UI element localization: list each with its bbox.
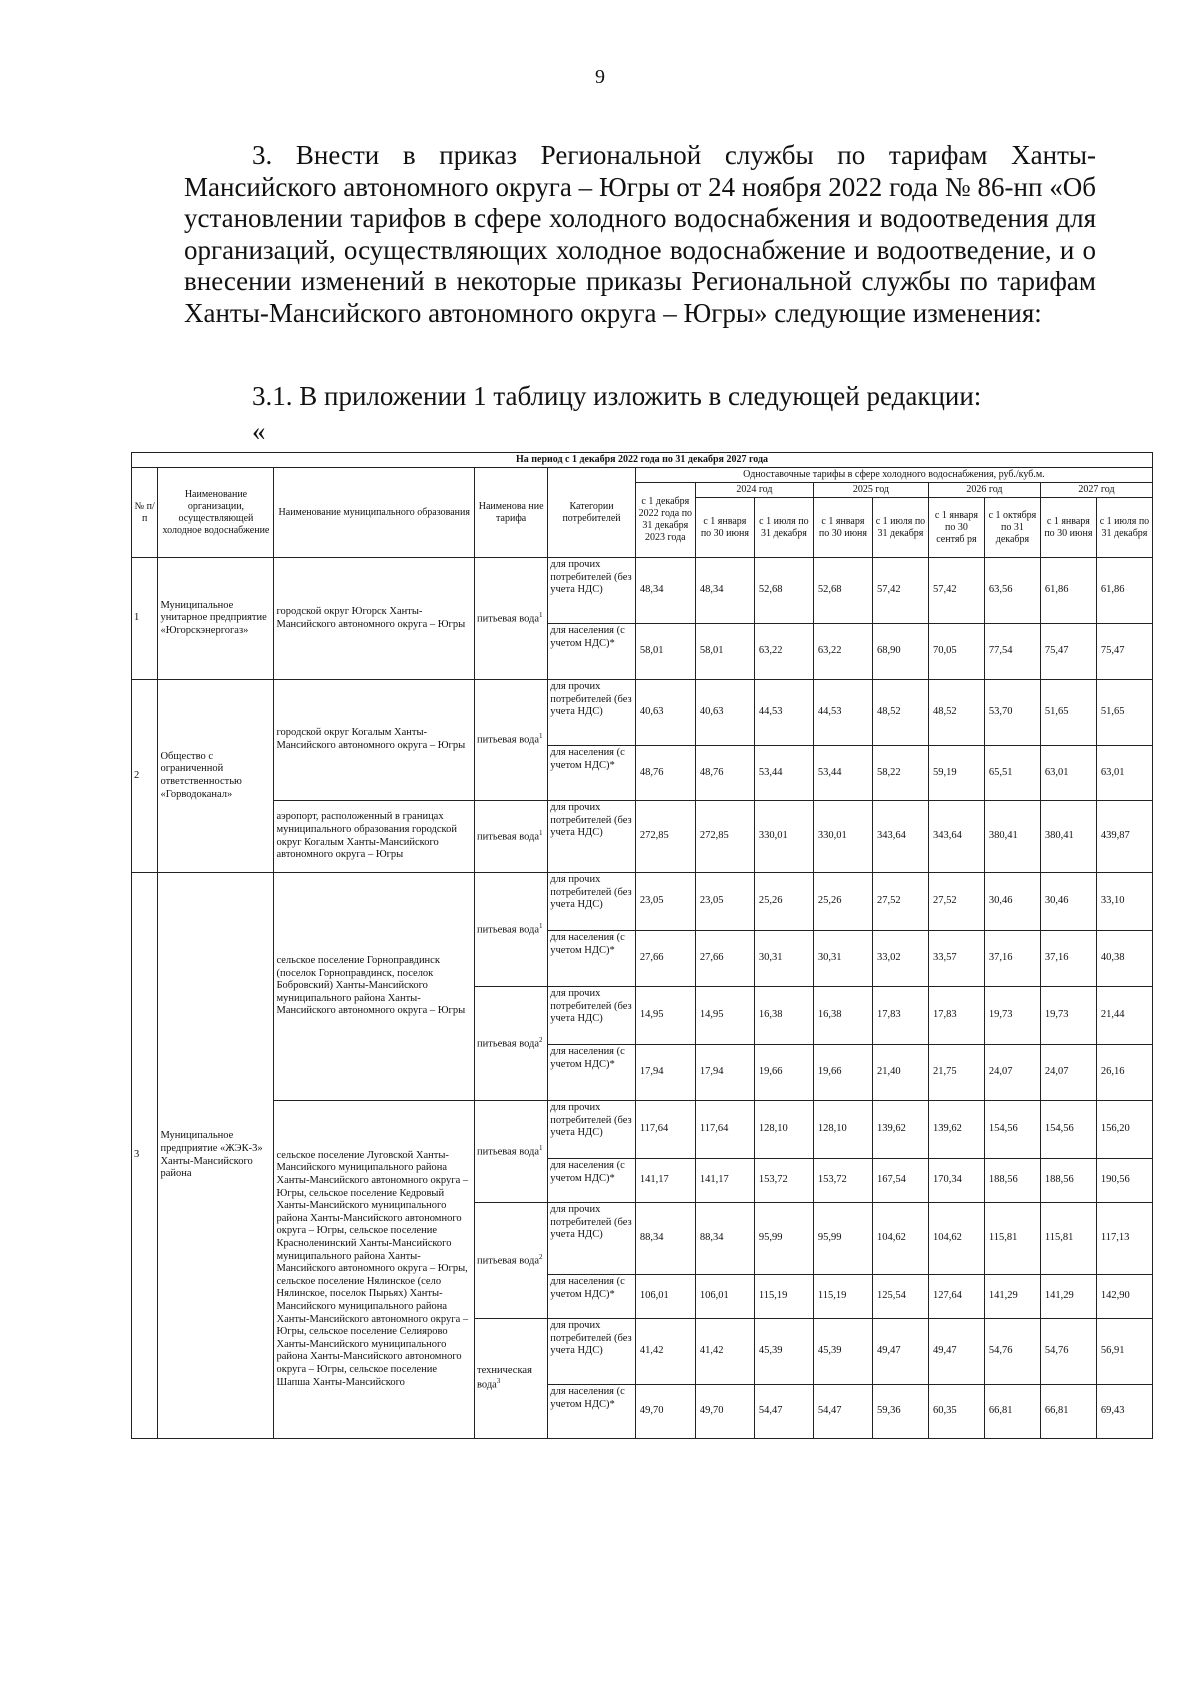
- value: 95,99: [813, 1203, 872, 1275]
- col-tariff-header: Наименова ние тарифа: [475, 468, 548, 558]
- value: 60,35: [928, 1385, 984, 1439]
- value: 49,70: [695, 1385, 754, 1439]
- value: 54,47: [813, 1385, 872, 1439]
- category: для прочих потребителей (без учета НДС): [548, 987, 636, 1045]
- value: 40,38: [1096, 931, 1152, 987]
- value: 30,46: [1040, 873, 1096, 931]
- municipality: городской округ Югорск Ханты-Мансийского автономного округа – Югры: [274, 558, 475, 680]
- value: 49,47: [872, 1319, 928, 1385]
- value: 141,17: [635, 1159, 695, 1203]
- page-number: 9: [595, 66, 605, 88]
- value: 51,65: [1040, 680, 1096, 746]
- value: 24,07: [1040, 1045, 1096, 1101]
- value: 63,56: [984, 558, 1040, 624]
- value: 33,02: [872, 931, 928, 987]
- value: 52,68: [813, 558, 872, 624]
- value: 44,53: [754, 680, 813, 746]
- value: 40,63: [635, 680, 695, 746]
- value: 380,41: [984, 801, 1040, 873]
- value: 154,56: [1040, 1101, 1096, 1159]
- value: 125,54: [872, 1275, 928, 1319]
- value: 75,47: [1040, 624, 1096, 680]
- category: для населения (с учетом НДС)*: [548, 1045, 636, 1101]
- municipality: сельское поселение Горноправдинск (поселок Горноправдинск, поселок Бобровский) Ханты-Мансийского муниципального района Ханты-Мансийского автономного округа – Югры: [274, 873, 475, 1101]
- value: 104,62: [928, 1203, 984, 1275]
- value: 45,39: [754, 1319, 813, 1385]
- value: 27,66: [635, 931, 695, 987]
- value: 53,70: [984, 680, 1040, 746]
- value: 59,36: [872, 1385, 928, 1439]
- value: 65,51: [984, 746, 1040, 801]
- tariff-name: [475, 873, 548, 987]
- tariff-label: техническая вода: [477, 1364, 532, 1391]
- period-2027-b: с 1 июля по 31 декабря: [1096, 498, 1152, 558]
- org-name: Общество с ограниченной ответственностью «Горводоканал»: [158, 680, 274, 873]
- tariff-label: питьевая вода: [477, 734, 540, 746]
- value: 41,42: [635, 1319, 695, 1385]
- value: 37,16: [1040, 931, 1096, 987]
- value: 19,66: [754, 1045, 813, 1101]
- tariff-label: питьевая вода: [477, 1255, 540, 1267]
- tariff-name: [475, 801, 548, 873]
- value: 53,44: [813, 746, 872, 801]
- value: 70,05: [928, 624, 984, 680]
- value: 154,56: [984, 1101, 1040, 1159]
- value: 115,19: [754, 1275, 813, 1319]
- year-2025: 2025 год: [813, 483, 928, 498]
- value: 19,66: [813, 1045, 872, 1101]
- category: для прочих потребителей (без учета НДС): [548, 1203, 636, 1275]
- period-2026-b: с 1 октября по 31 декабря: [984, 498, 1040, 558]
- value: 141,17: [695, 1159, 754, 1203]
- paragraph-3: [184, 140, 1096, 330]
- value: 30,46: [984, 873, 1040, 931]
- value: 54,76: [1040, 1319, 1096, 1385]
- tariff-name: [475, 1203, 548, 1319]
- value: 25,26: [754, 873, 813, 931]
- tariff-name: [475, 680, 548, 801]
- value: 272,85: [635, 801, 695, 873]
- value: 51,65: [1096, 680, 1152, 746]
- value: 77,54: [984, 624, 1040, 680]
- value: 188,56: [1040, 1159, 1096, 1203]
- value: 33,10: [1096, 873, 1152, 931]
- table-row: [132, 680, 1153, 746]
- category: для прочих потребителей (без учета НДС): [548, 680, 636, 746]
- value: 37,16: [984, 931, 1040, 987]
- category: для населения (с учетом НДС)*: [548, 931, 636, 987]
- value: 21,40: [872, 1045, 928, 1101]
- category: для прочих потребителей (без учета НДС): [548, 1319, 636, 1385]
- value: 75,47: [1096, 624, 1152, 680]
- value: 153,72: [754, 1159, 813, 1203]
- value: 128,10: [813, 1101, 872, 1159]
- value: 128,10: [754, 1101, 813, 1159]
- value: 170,34: [928, 1159, 984, 1203]
- category: для прочих потребителей (без учета НДС): [548, 873, 636, 931]
- value: 439,87: [1096, 801, 1152, 873]
- value: 63,22: [754, 624, 813, 680]
- group-header: Одноставочные тарифы в сфере холодного водоснабжения, руб./куб.м.: [635, 468, 1152, 483]
- value: 156,20: [1096, 1101, 1152, 1159]
- municipality: городской округ Когалым Ханты-Мансийского автономного округа – Югры: [274, 680, 475, 801]
- value: 104,62: [872, 1203, 928, 1275]
- value: 142,90: [1096, 1275, 1152, 1319]
- col-cat-header: Категории потребителей: [548, 468, 636, 558]
- category: для прочих потребителей (без учета НДС): [548, 801, 636, 873]
- value: 52,68: [754, 558, 813, 624]
- value: 23,05: [635, 873, 695, 931]
- tariff-table: [131, 452, 1153, 1439]
- tariff-label: питьевая вода: [477, 1146, 540, 1158]
- value: 343,64: [928, 801, 984, 873]
- value: 17,83: [928, 987, 984, 1045]
- value: 188,56: [984, 1159, 1040, 1203]
- paragraph-3-1: 3.1. В приложении 1 таблицу изложить в следующей редакции:: [252, 381, 982, 411]
- value: 153,72: [813, 1159, 872, 1203]
- value: 14,95: [695, 987, 754, 1045]
- value: 48,34: [635, 558, 695, 624]
- tariff-name: [475, 987, 548, 1101]
- value: 106,01: [635, 1275, 695, 1319]
- value: 33,57: [928, 931, 984, 987]
- value: 25,26: [813, 873, 872, 931]
- tariff-label: питьевая вода: [477, 1038, 540, 1050]
- value: 54,76: [984, 1319, 1040, 1385]
- category: для прочих потребителей (без учета НДС): [548, 1101, 636, 1159]
- value: 30,31: [813, 931, 872, 987]
- value: 66,81: [984, 1385, 1040, 1439]
- value: 127,64: [928, 1275, 984, 1319]
- value: 19,73: [1040, 987, 1096, 1045]
- table-row: [132, 873, 1153, 931]
- footnote-mark: 1: [539, 1143, 543, 1152]
- value: 27,66: [695, 931, 754, 987]
- value: 61,86: [1096, 558, 1152, 624]
- value: 17,94: [635, 1045, 695, 1101]
- tariff-label: питьевая вода: [477, 613, 540, 625]
- value: 16,38: [754, 987, 813, 1045]
- period-2022-2023: с 1 декабря 2022 года по 31 декабря 2023 года: [635, 483, 695, 558]
- tariff-label: питьевая вода: [477, 924, 540, 936]
- value: 68,90: [872, 624, 928, 680]
- table-row: [132, 558, 1153, 624]
- col-num-header: № п/п: [132, 468, 158, 558]
- value: 14,95: [635, 987, 695, 1045]
- value: 63,01: [1040, 746, 1096, 801]
- footnote-mark: 1: [539, 828, 543, 837]
- value: 167,54: [872, 1159, 928, 1203]
- tariff-label: питьевая вода: [477, 831, 540, 843]
- value: 49,47: [928, 1319, 984, 1385]
- value: 330,01: [754, 801, 813, 873]
- value: 21,44: [1096, 987, 1152, 1045]
- value: 48,34: [695, 558, 754, 624]
- col-org-header: Наименование организации, осуществляющей холодное водоснабжение: [158, 468, 274, 558]
- value: 17,94: [695, 1045, 754, 1101]
- value: 45,39: [813, 1319, 872, 1385]
- value: 44,53: [813, 680, 872, 746]
- category: для населения (с учетом НДС)*: [548, 1275, 636, 1319]
- value: 190,56: [1096, 1159, 1152, 1203]
- value: 57,42: [872, 558, 928, 624]
- period-2024-b: с 1 июля по 31 декабря: [754, 498, 813, 558]
- value: 115,19: [813, 1275, 872, 1319]
- value: 115,81: [1040, 1203, 1096, 1275]
- value: 106,01: [695, 1275, 754, 1319]
- value: 66,81: [1040, 1385, 1096, 1439]
- category: для прочих потребителей (без учета НДС): [548, 558, 636, 624]
- value: 19,73: [984, 987, 1040, 1045]
- value: 141,29: [984, 1275, 1040, 1319]
- value: 88,34: [695, 1203, 754, 1275]
- category: для населения (с учетом НДС)*: [548, 1385, 636, 1439]
- value: 21,75: [928, 1045, 984, 1101]
- footnote-mark: 1: [539, 610, 543, 619]
- value: 117,64: [635, 1101, 695, 1159]
- footnote-mark: 1: [539, 732, 543, 741]
- municipality: аэропорт, расположенный в границах муниципального образования городской округ Когалым Ханты-Мансийского автономного округа – Югры: [274, 801, 475, 873]
- footnote-mark: 1: [539, 921, 543, 930]
- period-2024-a: с 1 января по 30 июня: [695, 498, 754, 558]
- value: 141,29: [1040, 1275, 1096, 1319]
- value: 23,05: [695, 873, 754, 931]
- org-name: Муниципальное предприятие «ЖЭК-3» Ханты-Мансийского района: [158, 873, 274, 1439]
- value: 16,38: [813, 987, 872, 1045]
- org-name: Муниципальное унитарное предприятие «Югорскэнергогаз»: [158, 558, 274, 680]
- category: для населения (с учетом НДС)*: [548, 746, 636, 801]
- value: 330,01: [813, 801, 872, 873]
- value: 27,52: [872, 873, 928, 931]
- row-number: 1: [132, 558, 158, 680]
- year-2026: 2026 год: [928, 483, 1040, 498]
- value: 54,47: [754, 1385, 813, 1439]
- value: 95,99: [754, 1203, 813, 1275]
- footnote-mark: 2: [539, 1252, 543, 1261]
- value: 48,52: [872, 680, 928, 746]
- value: 17,83: [872, 987, 928, 1045]
- footnote-mark: 2: [539, 1035, 543, 1044]
- year-2027: 2027 год: [1040, 483, 1152, 498]
- period-2027-a: с 1 января по 30 июня: [1040, 498, 1096, 558]
- year-2024: 2024 год: [695, 483, 813, 498]
- opening-quote: «: [252, 416, 266, 446]
- value: 88,34: [635, 1203, 695, 1275]
- value: 26,16: [1096, 1045, 1152, 1101]
- value: 59,19: [928, 746, 984, 801]
- value: 61,86: [1040, 558, 1096, 624]
- value: 117,64: [695, 1101, 754, 1159]
- value: 27,52: [928, 873, 984, 931]
- value: 63,22: [813, 624, 872, 680]
- period-header: На период с 1 декабря 2022 года по 31 декабря 2027 года: [132, 453, 1153, 468]
- value: 58,01: [635, 624, 695, 680]
- value: 48,76: [635, 746, 695, 801]
- value: 69,43: [1096, 1385, 1152, 1439]
- municipality: сельское поселение Луговской Ханты-Мансийского муниципального района Ханты-Мансийского автономного округа – Югры, сельское поселение Кедровый Ханты-Мансийского муниципального района Ханты-Мансийского автономного округа – Югры, сельское поселение Красноленинский Ханты-Мансийского муниципального района Ханты-Мансийского автономного округа – Югры, сельское поселение Нялинское (село Нялинское, поселок Пырьях) Ханты-Мансийского муниципального района Ханты-Мансийского автономного округа – Югры, сельское поселение Селиярово Ханты-Мансийского муниципального района Ханты-Мансийского автономного округа – Югры, сельское поселение Шапша Ханты-Мансийского: [274, 1101, 475, 1439]
- value: 139,62: [872, 1101, 928, 1159]
- col-mun-header: Наименование муниципального образования: [274, 468, 475, 558]
- value: 380,41: [1040, 801, 1096, 873]
- tariff-name: [475, 1319, 548, 1439]
- value: 58,01: [695, 624, 754, 680]
- value: 24,07: [984, 1045, 1040, 1101]
- category: для населения (с учетом НДС)*: [548, 1159, 636, 1203]
- period-2025-a: с 1 января по 30 июня: [813, 498, 872, 558]
- value: 53,44: [754, 746, 813, 801]
- tariff-name: [475, 558, 548, 680]
- value: 63,01: [1096, 746, 1152, 801]
- footnote-mark: 3: [496, 1377, 501, 1386]
- table-row: [132, 1101, 1153, 1159]
- value: 48,76: [695, 746, 754, 801]
- value: 56,91: [1096, 1319, 1152, 1385]
- period-2025-b: с 1 июля по 31 декабря: [872, 498, 928, 558]
- value: 115,81: [984, 1203, 1040, 1275]
- value: 41,42: [695, 1319, 754, 1385]
- value: 40,63: [695, 680, 754, 746]
- period-2026-a: с 1 января по 30 сентяб ря: [928, 498, 984, 558]
- value: 343,64: [872, 801, 928, 873]
- value: 30,31: [754, 931, 813, 987]
- paragraph-3-text: 3. Внести в приказ Региональной службы по тарифам Ханты-Мансийского автономного округа – Югры от 24 ноября 2022 года № 86-нп «Об установлении тарифов в сфере холодного водоснабжения и водоотведения для организаций, осуществляющих холодное водоснабжение и водоотведение, и о внесении изменений в некоторые приказы Региональной службы по тарифам Ханты-Мансийского автономного округа – Югры» следующие изменения:: [184, 140, 1096, 328]
- value: 58,22: [872, 746, 928, 801]
- tariff-name: [475, 1101, 548, 1203]
- value: 57,42: [928, 558, 984, 624]
- category: для населения (с учетом НДС)*: [548, 624, 636, 680]
- row-number: 3: [132, 873, 158, 1439]
- value: 117,13: [1096, 1203, 1152, 1275]
- row-number: 2: [132, 680, 158, 873]
- table-row: [132, 801, 1153, 873]
- value: 49,70: [635, 1385, 695, 1439]
- value: 48,52: [928, 680, 984, 746]
- value: 272,85: [695, 801, 754, 873]
- value: 139,62: [928, 1101, 984, 1159]
